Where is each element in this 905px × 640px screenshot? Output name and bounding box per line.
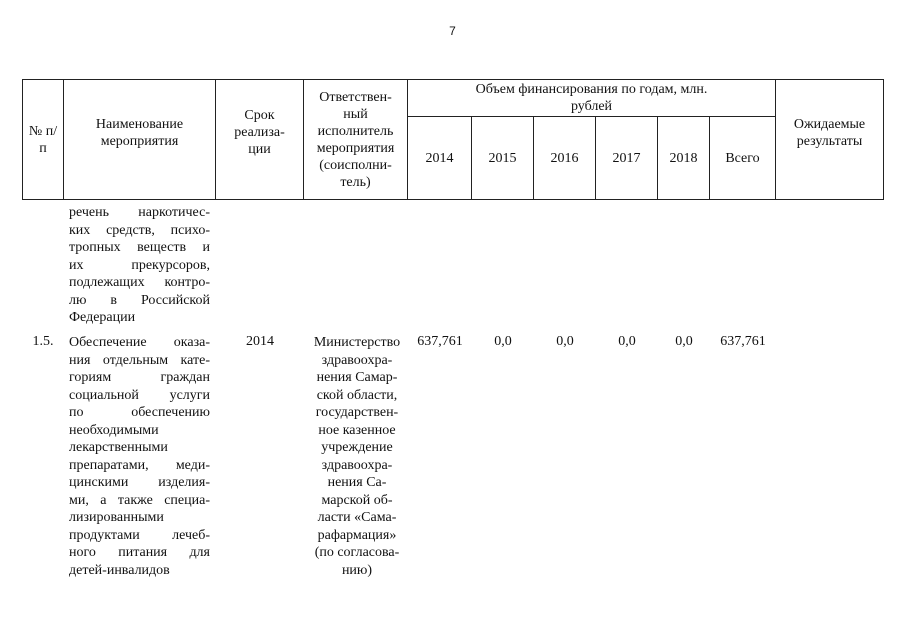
row-term: 2014: [246, 334, 274, 349]
value-2018: 0,0: [675, 334, 693, 349]
executor-line: ской области,: [316, 387, 398, 403]
row-name: [69, 334, 210, 579]
executor-line: нения Са-: [327, 475, 387, 490]
header-num: № п/п: [28, 123, 58, 156]
name-line: цинскими изделия-: [69, 475, 210, 490]
name-line: продуктами лечеб-: [69, 527, 210, 543]
name-line: Обеспечение оказа-: [69, 335, 210, 350]
row-number: 1.5.: [32, 334, 54, 349]
name-line: тропных веществ и: [69, 240, 210, 255]
name-line: ного питания для: [69, 545, 210, 560]
table-header: [22, 79, 884, 200]
header-results: Ожидаемые результаты: [793, 116, 866, 149]
name-line: ких средств, психо-: [69, 222, 210, 238]
header-total: Всего: [725, 150, 760, 166]
executor-line: (по согласова-: [314, 545, 400, 560]
name-line: их прекурсоров,: [69, 257, 210, 273]
header-term: Срок реализа-ции: [234, 108, 285, 157]
executor-line: нию): [341, 562, 373, 578]
header-name: Наименование мероприятия: [95, 116, 184, 149]
value-2015: 0,0: [494, 334, 512, 349]
header-executor: Ответствен-ный исполнитель мероприятия (соисполни-тель): [316, 89, 395, 190]
header-year-2015: 2015: [488, 150, 517, 166]
name-line: ми, а также специа-: [69, 492, 210, 508]
row-executor: [304, 334, 410, 579]
executor-line: ласти «Сама-: [317, 510, 397, 525]
value-2014: 637,761: [417, 334, 463, 349]
executor-line: учреждение: [321, 440, 393, 455]
executor-line: нения Самар-: [316, 370, 398, 385]
value-2017: 0,0: [618, 334, 636, 349]
executor-line: рафармация»: [317, 527, 397, 543]
executor-line: ное казенное: [318, 422, 396, 438]
name-line: лю в Российской: [69, 292, 210, 308]
name-line: Федерации: [69, 310, 136, 325]
executor-line: государствен-: [315, 405, 399, 420]
name-line: подлежащих контро-: [69, 275, 210, 290]
header-year-2017: 2017: [612, 150, 641, 166]
continued-name: [69, 204, 210, 327]
header-year-2018: 2018: [669, 150, 698, 166]
name-line: гориям граждан: [69, 370, 210, 385]
name-line: ния отдельным кате-: [69, 352, 210, 368]
value-2016: 0,0: [556, 334, 574, 349]
executor-line: здравоохра-: [321, 457, 393, 473]
name-line: лекарственными: [69, 440, 168, 455]
name-line: препаратами, меди-: [69, 457, 210, 473]
name-line: детей-инвалидов: [69, 562, 170, 578]
executor-line: здравоохра-: [321, 352, 393, 368]
executor-line: Министерство: [313, 335, 401, 350]
name-line: лизированными: [69, 510, 164, 525]
name-line: по обеспечению: [69, 405, 210, 420]
executor-line: марской об-: [321, 492, 393, 508]
name-line: речень наркотичес-: [69, 205, 210, 220]
header-year-2016: 2016: [550, 150, 579, 166]
value-total: 637,761: [720, 334, 766, 349]
name-line: социальной услуги: [69, 387, 210, 403]
page-number: 7: [449, 24, 456, 38]
header-year-2014: 2014: [425, 150, 454, 166]
header-funding-title: Объем финансирования по годам, млн. рублей: [475, 82, 708, 114]
name-line: необходимыми: [69, 422, 159, 438]
